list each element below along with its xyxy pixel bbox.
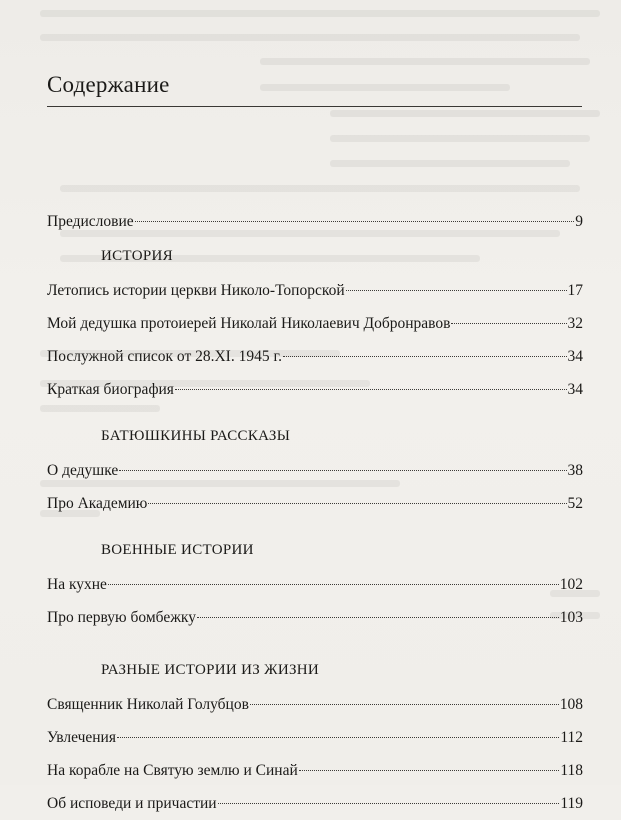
title-underline xyxy=(47,106,582,107)
dot-leader xyxy=(135,221,575,222)
dot-leader xyxy=(175,389,567,390)
toc-entry-page: 108 xyxy=(559,696,583,713)
toc-entry-page: 34 xyxy=(567,381,583,398)
dot-leader xyxy=(197,617,559,618)
toc-entry[interactable] xyxy=(47,454,583,487)
toc-entry[interactable] xyxy=(47,688,583,721)
toc-entry[interactable] xyxy=(47,373,583,406)
toc-entry[interactable] xyxy=(47,307,583,340)
toc-entry[interactable] xyxy=(47,487,583,520)
toc-entry-page: 118 xyxy=(560,762,583,779)
toc-entry-page: 102 xyxy=(559,576,583,593)
toc-entry[interactable] xyxy=(47,568,583,601)
toc-entry-page: 9 xyxy=(575,213,583,230)
toc-entry-page: 119 xyxy=(560,795,583,812)
toc-entry-page: 34 xyxy=(567,348,583,365)
dot-leader xyxy=(218,803,560,804)
toc-entry-page: 112 xyxy=(560,729,583,746)
toc-entry-label: Про Академию xyxy=(47,495,148,512)
toc-entry[interactable] xyxy=(47,721,583,754)
dot-leader xyxy=(108,584,559,585)
toc-entry-page: 103 xyxy=(559,609,583,626)
dot-leader xyxy=(117,737,559,738)
section-heading: ИСТОРИЯ xyxy=(101,248,173,264)
toc-entry-label: Об исповеди и причастии xyxy=(47,795,217,812)
dot-leader xyxy=(148,503,566,504)
toc-entry-page: 38 xyxy=(567,462,583,479)
toc-entry-preface[interactable] xyxy=(47,205,583,238)
toc-entry-label: Летопись истории церкви Николо-Топорской xyxy=(47,282,345,299)
dot-leader xyxy=(451,323,566,324)
toc-entry[interactable] xyxy=(47,601,583,634)
toc-entry-label: Краткая биография xyxy=(47,381,174,398)
dot-leader xyxy=(250,704,559,705)
toc-entry-label: На кухне xyxy=(47,576,107,593)
toc-entry-page: 17 xyxy=(567,282,583,299)
dot-leader xyxy=(283,356,567,357)
toc-entry[interactable] xyxy=(47,754,583,787)
toc-entry-label: Мой дедушка протоиерей Николай Николаевич Добронравов xyxy=(47,315,451,332)
section-heading: БАТЮШКИНЫ РАССКАЗЫ xyxy=(101,428,291,444)
dot-leader xyxy=(119,470,566,471)
toc-entry-label: Священник Николай Голубцов xyxy=(47,696,249,713)
section-heading: РАЗНЫЕ ИСТОРИИ ИЗ ЖИЗНИ xyxy=(101,662,320,678)
section-heading: ВОЕННЫЕ ИСТОРИИ xyxy=(101,542,254,558)
toc-entry-label: Про первую бомбежку xyxy=(47,609,196,626)
toc-entry-label: Увлечения xyxy=(47,729,116,746)
table-of-contents xyxy=(47,205,583,820)
toc-entry-label: О дедушке xyxy=(47,462,119,479)
toc-entry[interactable] xyxy=(47,340,583,373)
toc-entry[interactable] xyxy=(47,787,583,820)
dot-leader xyxy=(299,770,560,771)
toc-entry-label: Послужной список от 28.XI. 1945 г. xyxy=(47,348,282,365)
toc-entry-label: На корабле на Святую землю и Синай xyxy=(47,762,298,779)
toc-entry[interactable] xyxy=(47,274,583,307)
toc-entry-page: 32 xyxy=(567,315,583,332)
page-title: Содержание xyxy=(47,72,170,97)
toc-entry-label: Предисловие xyxy=(47,213,134,230)
toc-entry-page: 52 xyxy=(567,495,583,512)
dot-leader xyxy=(346,290,567,291)
